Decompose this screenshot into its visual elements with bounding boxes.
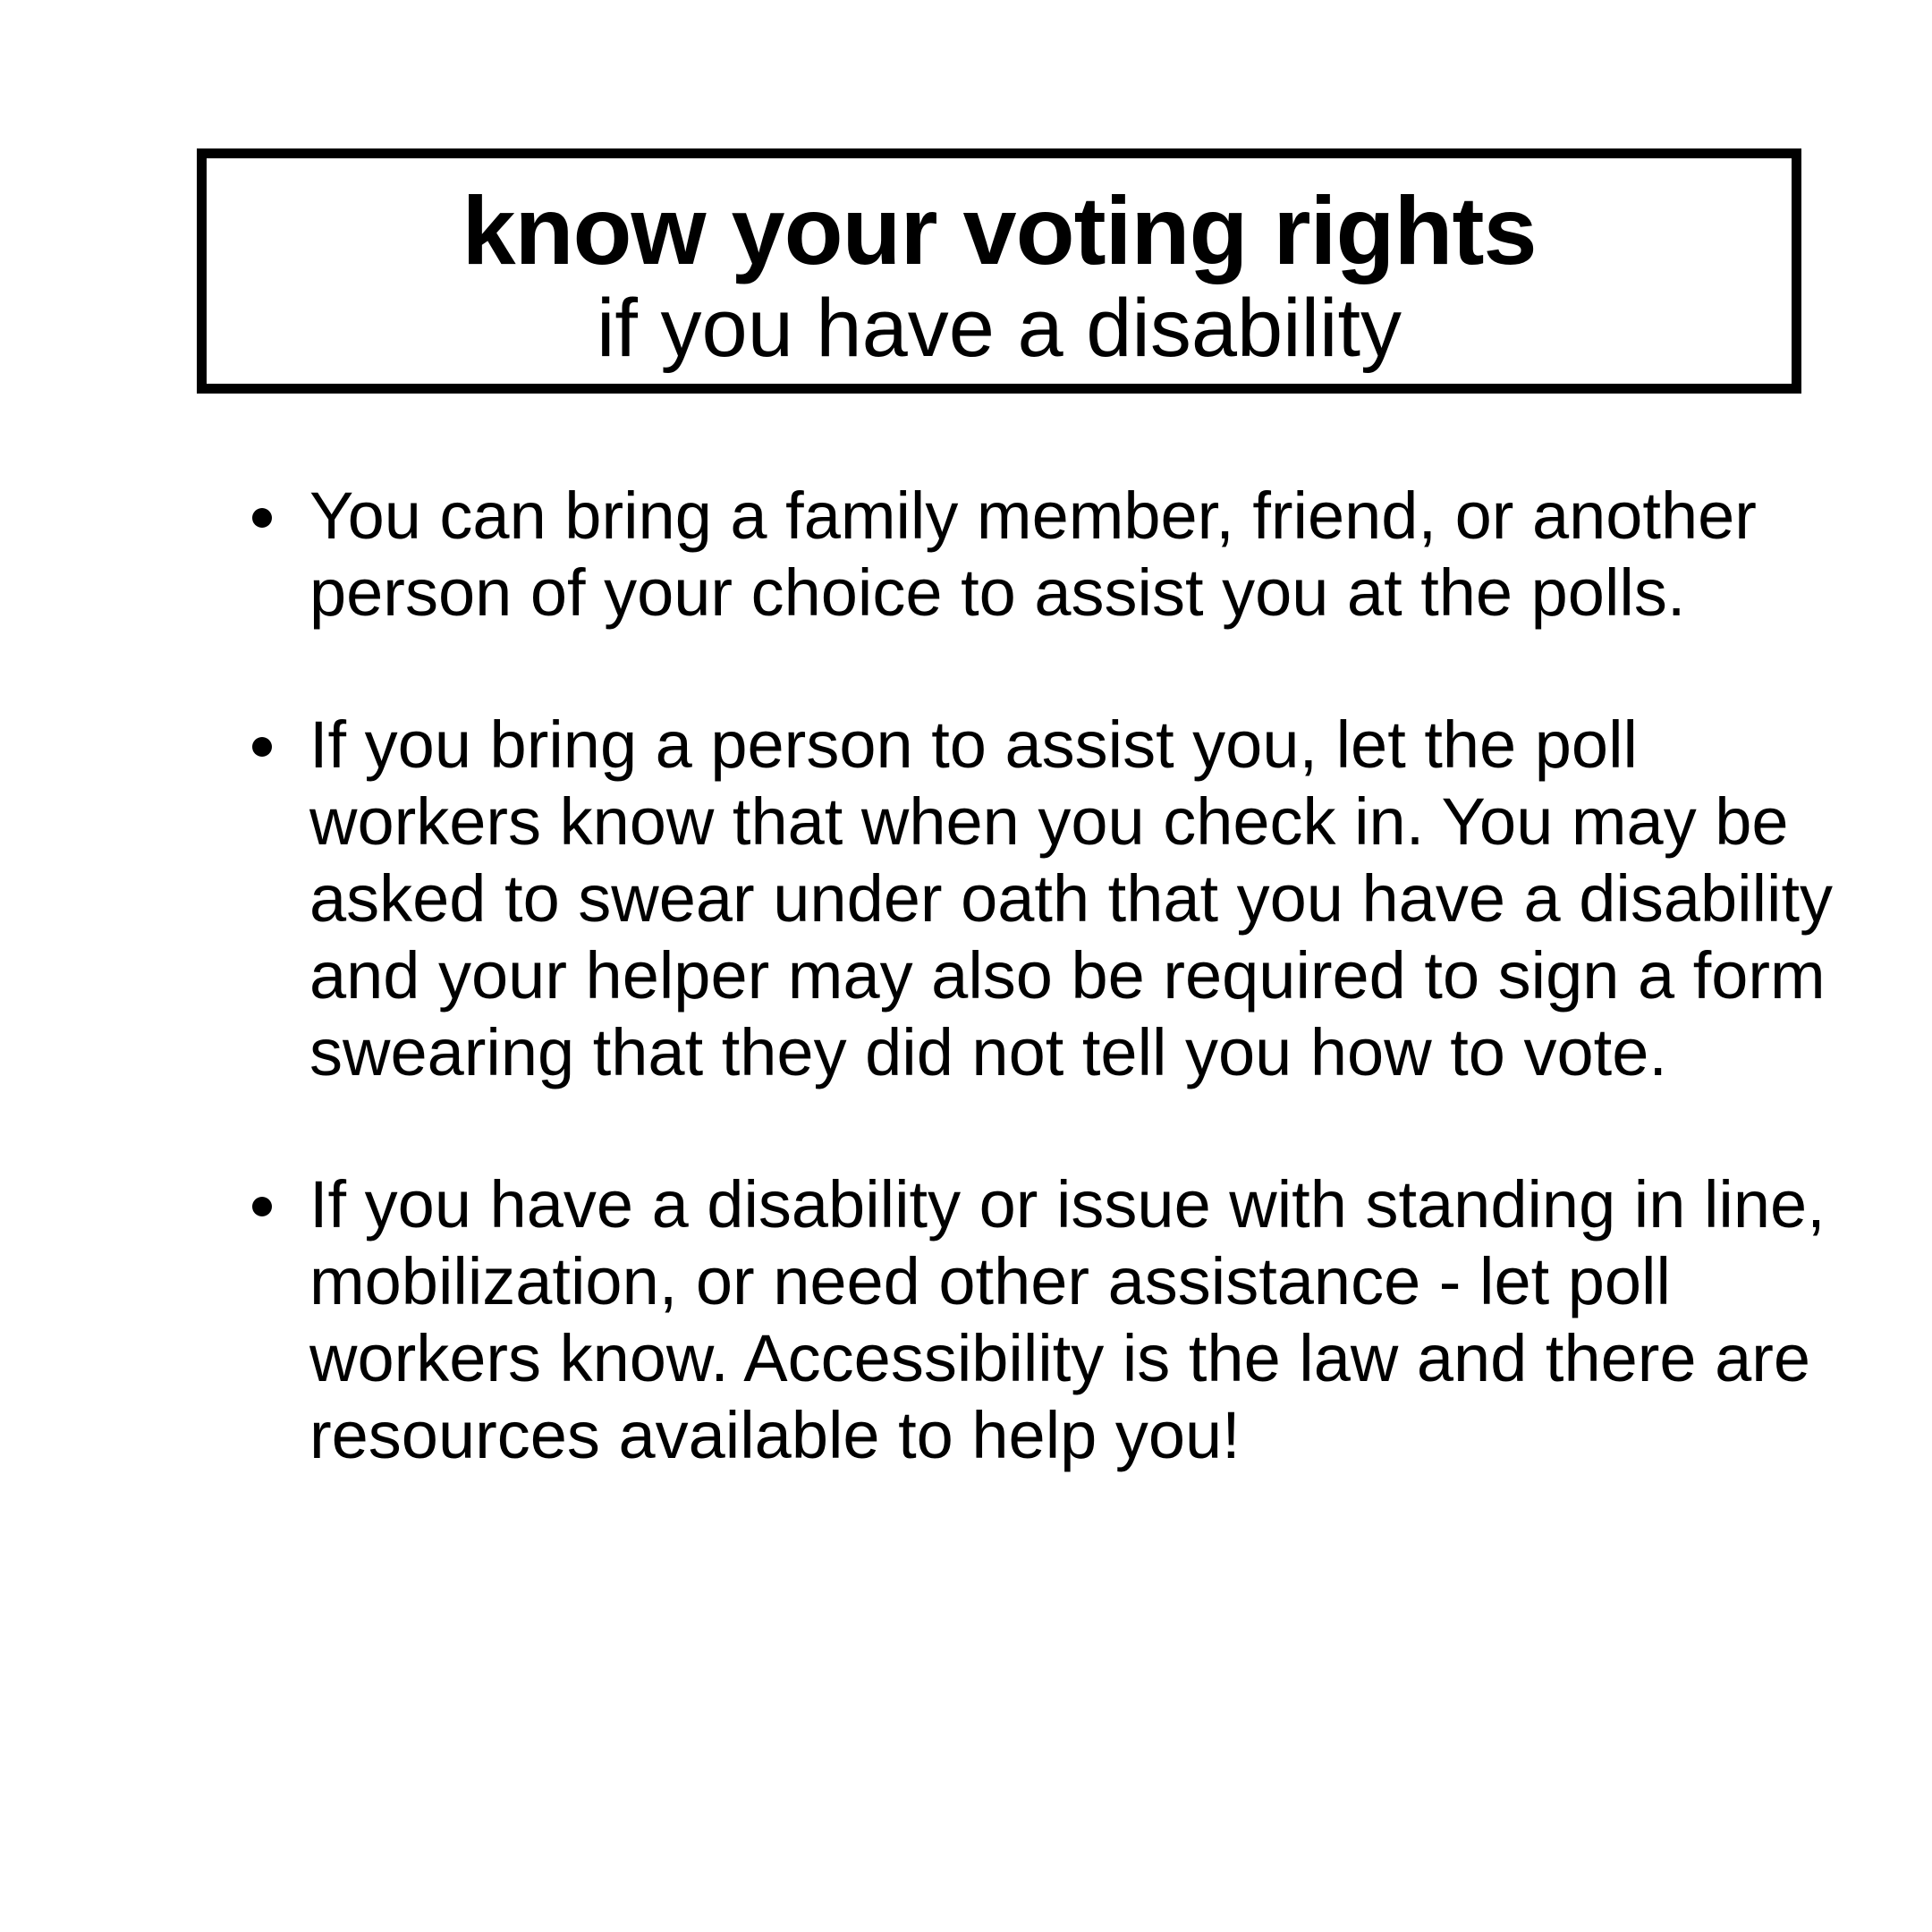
bullet-text: If you have a disability or issue with standing in line, mobilization, or need other assistance - let poll workers know. Accessibility is the law and there are resources available to help you! bbox=[309, 1167, 1826, 1472]
bullet-list bbox=[249, 478, 1841, 1549]
title-box bbox=[197, 148, 1801, 394]
page-subtitle: if you have a disability bbox=[596, 283, 1402, 374]
bullet-item bbox=[249, 1166, 1841, 1474]
bullet-dot-icon bbox=[252, 508, 272, 528]
bullet-dot-icon bbox=[252, 737, 272, 757]
bullet-text: If you bring a person to assist you, let the poll workers know that when you check in. You may be asked to swear under oath that you have a disability and your helper may also be required to sign a form swearing that they did not tell you how to vote. bbox=[309, 708, 1834, 1089]
bullet-dot-icon bbox=[252, 1197, 272, 1216]
bullet-item bbox=[249, 478, 1841, 631]
bullet-item bbox=[249, 707, 1841, 1091]
bullet-text: You can bring a family member, friend, or another person of your choice to assist you at the polls. bbox=[309, 479, 1757, 630]
page-title: know your voting rights bbox=[462, 176, 1537, 284]
